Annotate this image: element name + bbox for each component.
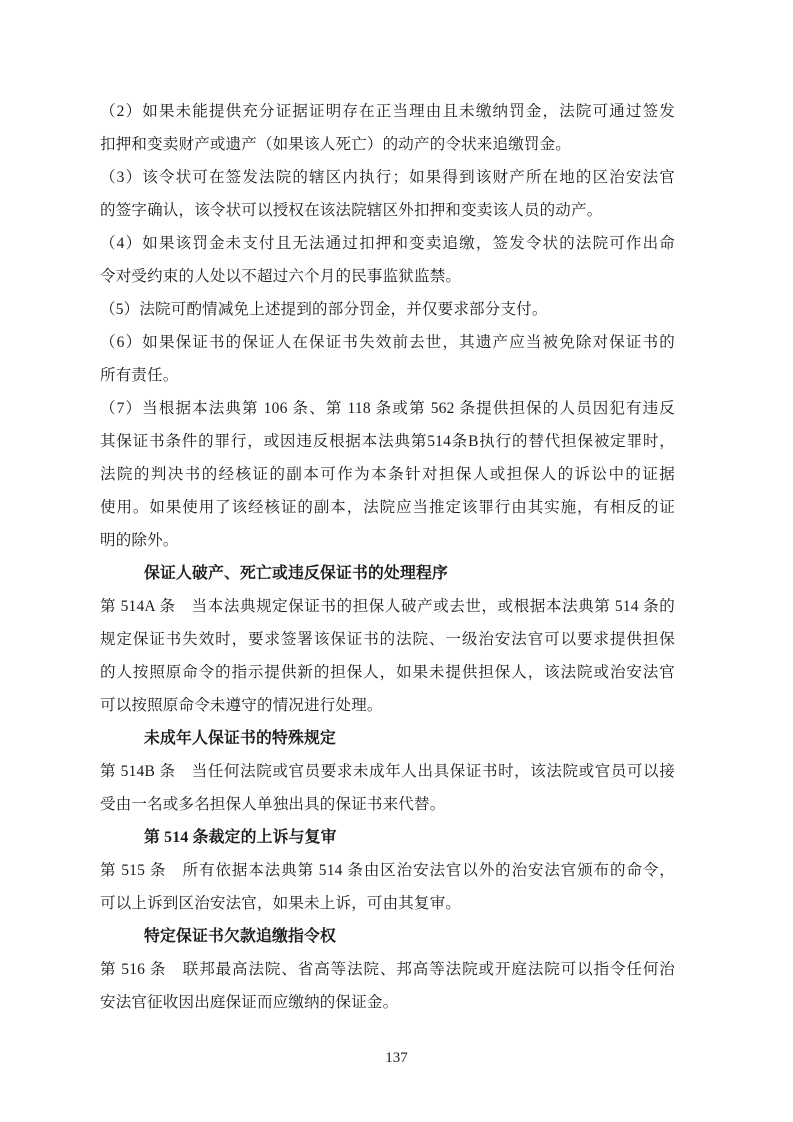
- section-515: [100, 854, 675, 920]
- text-line: （5）法院可酌情减免上述提到的部分罚金，并仅要求部分支付。: [100, 301, 548, 318]
- section-516: [100, 953, 675, 1019]
- clause-2: [100, 95, 675, 161]
- document-content: [100, 95, 675, 1019]
- clause-6: [100, 326, 675, 392]
- text-line: 特定保证书欠款追缴指令权: [144, 928, 336, 945]
- text-line: 第 515 条 所有依据本法典第 514 条由区治安法官以外的治安法官颁布的命令，: [100, 862, 675, 879]
- text-line: 的人按照原命令的指示提供新的担保人，如果未提供担保人，该法院或治安法官: [100, 664, 675, 681]
- text-line: 保证人破产、死亡或违反保证书的处理程序: [144, 565, 448, 582]
- text-line: 第 514 条裁定的上诉与复审: [144, 829, 337, 846]
- text-line: 令对受约束的人处以不超过六个月的民事监狱监禁。: [100, 268, 462, 285]
- text-line: 的签字确认，该令状可以授权在该法院辖区外扣押和变卖该人员的动产。: [100, 202, 603, 219]
- page-number: 137: [385, 1050, 408, 1066]
- text-line: 扣押和变卖财产或遗产（如果该人死亡）的动产的令状来追缴罚金。: [100, 136, 572, 153]
- clause-5: [100, 293, 675, 326]
- text-line: 明的除外。: [100, 532, 179, 549]
- text-line: （3）该令状可在签发法院的辖区内执行；如果得到该财产所在地的区治安法官: [100, 169, 675, 186]
- text-line: 第 514A 条 当本法典规定保证书的担保人破产或去世，或根据本法典第 514 条的: [100, 598, 675, 615]
- heading-surety-insolvency: [100, 557, 675, 590]
- text-line: 使用。如果使用了该经核证的副本，法院应当推定该罪行由其实施，有相反的证: [100, 499, 675, 516]
- text-line: （7）当根据本法典第 106 条、第 118 条或第 562 条提供担保的人员因犯有违反: [100, 400, 675, 417]
- text-line: 安法官征收因出庭保证而应缴纳的保证金。: [100, 994, 399, 1011]
- text-line: 法院的判决书的经核证的副本可作为本条针对担保人或担保人的诉讼中的证据: [100, 466, 675, 483]
- text-line: 可以上诉到区治安法官，如果未上诉，可由其复审。: [100, 895, 462, 912]
- text-line: （4）如果该罚金未支付且无法通过扣押和变卖追缴，签发令状的法院可作出命: [100, 235, 675, 252]
- clause-3: [100, 161, 675, 227]
- text-line: 所有责任。: [100, 367, 179, 384]
- text-line: 受由一名或多名担保人单独出具的保证书来代替。: [100, 796, 446, 813]
- heading-appeal-review: [100, 821, 675, 854]
- text-line: （6）如果保证书的保证人在保证书失效前去世，其遗产应当被免除对保证书的: [100, 334, 675, 351]
- clause-7: [100, 392, 675, 557]
- text-line: 未成年人保证书的特殊规定: [144, 730, 336, 747]
- text-line: （2）如果未能提供充分证据证明存在正当理由且未缴纳罚金，法院可通过签发: [100, 103, 675, 120]
- text-line: 规定保证书失效时，要求签署该保证书的法院、一级治安法官可以要求提供担保: [100, 631, 675, 648]
- text-line: 其保证书条件的罪行，或因违反根据本法典第514条B执行的替代担保被定罪时，: [100, 433, 675, 450]
- heading-minor-bond: [100, 722, 675, 755]
- text-line: 第 516 条 联邦最高法院、省高等法院、邦高等法院或开庭法院可以指令任何治: [100, 961, 675, 978]
- section-514B: [100, 755, 675, 821]
- text-line: 第 514B 条 当任何法院或官员要求未成年人出具保证书时，该法院或官员可以接: [100, 763, 675, 780]
- text-line: 可以按照原命令未遵守的情况进行处理。: [100, 697, 383, 714]
- section-514A: [100, 590, 675, 722]
- clause-4: [100, 227, 675, 293]
- heading-recovery-directive: [100, 920, 675, 953]
